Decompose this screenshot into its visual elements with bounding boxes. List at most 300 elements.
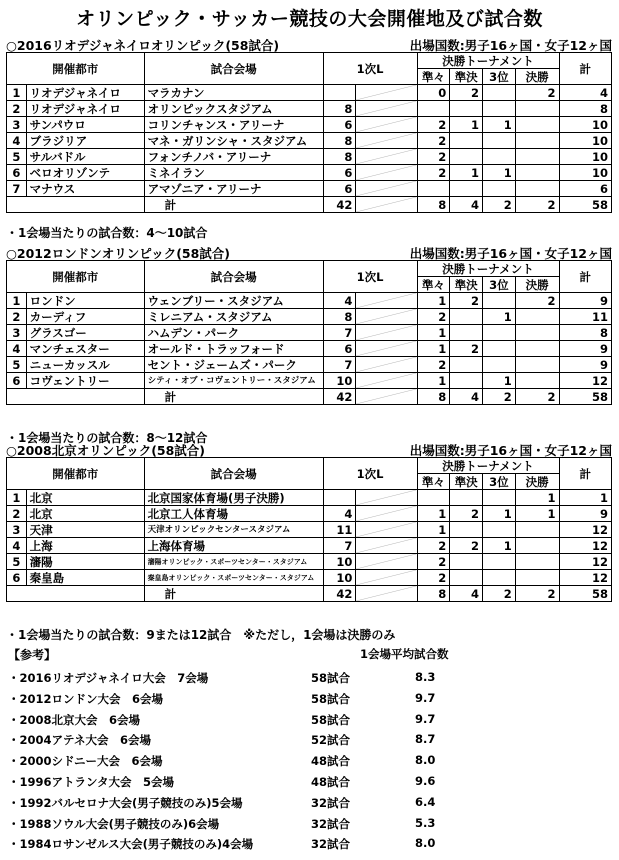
first-round-count: 11 — [323, 522, 356, 538]
third-count — [483, 522, 516, 538]
first-round-count: 8 — [323, 149, 356, 165]
final-count — [515, 341, 559, 357]
venue-table — [6, 52, 612, 213]
third-count — [483, 293, 516, 309]
sum-qf: 8 — [417, 197, 450, 213]
total-count: 1 — [559, 490, 612, 506]
diagonal-cell — [356, 85, 417, 101]
total-count: 8 — [559, 325, 612, 341]
third-count: 1 — [483, 506, 516, 522]
reference-games-label: ・1992バルセロナ大会(男子競技のみ)5会場 — [8, 795, 243, 810]
venue-name: オリンピックスタジアム — [144, 101, 323, 117]
header-third: 3位 — [483, 277, 516, 293]
diagonal-cell — [356, 325, 417, 341]
qf-count: 2 — [417, 117, 450, 133]
sum-row — [7, 389, 612, 405]
third-count: 1 — [483, 309, 516, 325]
diagonal-cell — [356, 538, 417, 554]
sum-row — [7, 586, 612, 602]
host-city: サルバドル — [26, 149, 144, 165]
sum-third: 2 — [483, 389, 516, 405]
sum-blank — [7, 389, 145, 405]
header-final: 決勝 — [515, 474, 559, 490]
header-third: 3位 — [483, 474, 516, 490]
sum-blank — [7, 197, 145, 213]
host-city: リオデジャネイロ — [26, 101, 144, 117]
sf-count — [450, 325, 483, 341]
section-title: ○2016リオデジャネイロオリンピック(58試合) — [6, 38, 280, 53]
row-number: 6 — [7, 570, 27, 586]
table-row — [7, 85, 612, 101]
final-count — [515, 570, 559, 586]
sf-count — [450, 357, 483, 373]
section-note: ・1会場当たりの試合数：8～12試合 — [6, 431, 208, 445]
total-count: 6 — [559, 181, 612, 197]
venue-name: ハムデン・パーク — [144, 325, 323, 341]
reference-games-label: ・2000シドニー大会 6会場 — [8, 754, 163, 769]
reference-match-count: 32試合 — [311, 795, 351, 810]
reference-row — [8, 670, 608, 688]
host-city: ブラジリア — [26, 133, 144, 149]
table-row — [7, 357, 612, 373]
total-count: 8 — [559, 101, 612, 117]
reference-games-label: ・2004アテネ大会 6会場 — [8, 733, 152, 748]
reference-average: 8.7 — [415, 732, 436, 747]
final-count — [515, 309, 559, 325]
host-city: コヴェントリー — [26, 373, 144, 389]
first-round-count: 8 — [323, 101, 356, 117]
third-count — [483, 341, 516, 357]
qf-count: 1 — [417, 506, 450, 522]
reference-average: 8.3 — [415, 670, 436, 684]
table-row — [7, 570, 612, 586]
host-city: カーディフ — [26, 309, 144, 325]
venue-name: 北京工人体育場 — [144, 506, 323, 522]
table-row — [7, 101, 612, 117]
final-count: 2 — [515, 293, 559, 309]
final-count — [515, 522, 559, 538]
header-sf: 準決 — [450, 277, 483, 293]
sf-count — [450, 309, 483, 325]
first-round-count: 6 — [323, 165, 356, 181]
final-count: 2 — [515, 85, 559, 101]
first-round-count: 7 — [323, 325, 356, 341]
third-count — [483, 570, 516, 586]
venue-name: 北京国家体育場(男子決勝) — [144, 490, 323, 506]
row-number: 2 — [7, 101, 27, 117]
host-city: 上海 — [26, 538, 144, 554]
third-count — [483, 133, 516, 149]
total-count: 12 — [559, 570, 612, 586]
reference-match-count: 58試合 — [311, 691, 351, 706]
header-final-tournament: 決勝トーナメント — [417, 458, 559, 474]
table-row — [7, 117, 612, 133]
venue-name: マラカナン — [144, 85, 323, 101]
first-round-count: 7 — [323, 538, 356, 554]
table-header-row — [7, 458, 612, 474]
reference-match-count: 58試合 — [311, 671, 351, 685]
qf-count: 2 — [417, 554, 450, 570]
row-number: 1 — [7, 490, 27, 506]
row-number: 1 — [7, 85, 27, 101]
first-round-count — [323, 85, 356, 101]
sum-total: 58 — [559, 586, 612, 602]
venue-table — [6, 457, 612, 602]
section-title: ○2012ロンドンオリンピック(58試合) — [6, 246, 231, 261]
qf-count — [417, 490, 450, 506]
sf-count — [450, 133, 483, 149]
sf-count — [450, 490, 483, 506]
diagonal-cell — [356, 181, 417, 197]
diagonal-cell — [356, 165, 417, 181]
host-city: ニューカッスル — [26, 357, 144, 373]
venue-name: アマゾニア・アリーナ — [144, 181, 323, 197]
first-round-count: 10 — [323, 373, 356, 389]
diagonal-cell — [356, 490, 417, 506]
reference-row — [8, 732, 608, 750]
diagonal-cell — [356, 389, 417, 405]
header-first-round: 1次L — [323, 261, 417, 293]
header-first-round: 1次L — [323, 53, 417, 85]
sum-qf: 8 — [417, 586, 450, 602]
venue-name: 秦皇島オリンピック・スポーツセンター・スタジアム — [144, 570, 323, 586]
third-count — [483, 325, 516, 341]
sf-count: 2 — [450, 341, 483, 357]
host-city: ロンドン — [26, 293, 144, 309]
reference-row — [8, 691, 608, 709]
third-count: 1 — [483, 117, 516, 133]
header-first-round: 1次L — [323, 458, 417, 490]
reference-row — [8, 836, 608, 854]
header-qf: 準々 — [417, 69, 450, 85]
reference-games-label: ・2008北京大会 6会場 — [8, 712, 141, 727]
sum-blank — [7, 586, 145, 602]
first-round-count: 6 — [323, 117, 356, 133]
section-country-count: 出場国数:男子16ヶ国・女子12ヶ国 — [409, 38, 612, 53]
header-venue: 試合会場 — [144, 53, 323, 85]
host-city: マナウス — [26, 181, 144, 197]
diagonal-cell — [356, 506, 417, 522]
header-qf: 準々 — [417, 277, 450, 293]
table-row — [7, 133, 612, 149]
table-row — [7, 506, 612, 522]
header-final: 決勝 — [515, 277, 559, 293]
total-count: 9 — [559, 341, 612, 357]
table-header-row — [7, 53, 612, 69]
row-number: 4 — [7, 133, 27, 149]
sf-count — [450, 181, 483, 197]
diagonal-cell — [356, 373, 417, 389]
table-row — [7, 522, 612, 538]
host-city: リオデジャネイロ — [26, 85, 144, 101]
row-number: 6 — [7, 165, 27, 181]
row-number: 5 — [7, 149, 27, 165]
first-round-count: 4 — [323, 506, 356, 522]
sum-label: 計 — [144, 389, 323, 405]
header-sf: 準決 — [450, 69, 483, 85]
qf-count: 2 — [417, 165, 450, 181]
reference-average: 9.6 — [415, 774, 436, 788]
sum-first-round: 42 — [323, 586, 356, 602]
header-final-tournament: 決勝トーナメント — [417, 261, 559, 277]
reference-row — [8, 712, 608, 730]
table-row — [7, 309, 612, 325]
sf-count: 1 — [450, 117, 483, 133]
first-round-count: 7 — [323, 357, 356, 373]
first-round-count: 4 — [323, 293, 356, 309]
sum-qf: 8 — [417, 389, 450, 405]
section-title: ○2008北京オリンピック(58試合) — [6, 443, 206, 458]
row-number: 3 — [7, 522, 27, 538]
table-row — [7, 165, 612, 181]
final-count — [515, 133, 559, 149]
header-city: 開催都市 — [7, 458, 145, 490]
row-number: 3 — [7, 325, 27, 341]
reference-match-count: 58試合 — [311, 712, 351, 727]
qf-count: 2 — [417, 357, 450, 373]
header-final: 決勝 — [515, 69, 559, 85]
final-count — [515, 101, 559, 117]
host-city: グラスゴー — [26, 325, 144, 341]
reference-row — [8, 753, 608, 771]
reference-average: 6.4 — [415, 794, 436, 809]
venue-name: オールド・トラッフォード — [144, 341, 323, 357]
header-qf: 準々 — [417, 474, 450, 490]
row-number: 1 — [7, 293, 27, 309]
header-venue: 試合会場 — [144, 261, 323, 293]
diagonal-cell — [356, 554, 417, 570]
sum-sf: 4 — [450, 586, 483, 602]
sf-count: 2 — [450, 538, 483, 554]
row-number: 5 — [7, 357, 27, 373]
table-row — [7, 554, 612, 570]
third-count — [483, 554, 516, 570]
sf-count: 1 — [450, 165, 483, 181]
diagonal-cell — [356, 117, 417, 133]
total-count: 9 — [559, 293, 612, 309]
first-round-count: 10 — [323, 570, 356, 586]
venue-name: 瀋陽オリンピック・スポーツセンター・スタジアム — [144, 554, 323, 570]
total-count: 9 — [559, 506, 612, 522]
venue-name: セント・ジェームズ・パーク — [144, 357, 323, 373]
diagonal-cell — [356, 101, 417, 117]
venue-name: マネ・ガリンシャ・スタジアム — [144, 133, 323, 149]
first-round-count: 6 — [323, 341, 356, 357]
reference-match-count: 52試合 — [311, 733, 351, 748]
sf-count: 2 — [450, 85, 483, 101]
sum-third: 2 — [483, 586, 516, 602]
host-city: サンパウロ — [26, 117, 144, 133]
row-number: 4 — [7, 341, 27, 357]
qf-count: 0 — [417, 85, 450, 101]
sum-label: 計 — [144, 197, 323, 213]
venue-name: フォンチノバ・アリーナ — [144, 149, 323, 165]
sf-count: 2 — [450, 506, 483, 522]
row-number: 2 — [7, 506, 27, 522]
venue-name: 上海体育場 — [144, 538, 323, 554]
third-count: 1 — [483, 538, 516, 554]
third-count — [483, 181, 516, 197]
venue-name: 天津オリンピックセンタースタジアム — [144, 522, 323, 538]
table-row — [7, 490, 612, 506]
reference-average: 8.0 — [415, 753, 436, 768]
reference-games-label: ・1996アトランタ大会 5会場 — [8, 775, 175, 789]
sum-final: 2 — [515, 389, 559, 405]
table-row — [7, 538, 612, 554]
reference-match-count: 32試合 — [311, 816, 351, 831]
sum-first-round: 42 — [323, 197, 356, 213]
reference-games-label: ・2016リオデジャネイロ大会 7会場 — [8, 671, 209, 685]
sum-third: 2 — [483, 197, 516, 213]
final-count — [515, 181, 559, 197]
qf-count: 2 — [417, 149, 450, 165]
reference-average: 9.7 — [415, 711, 436, 726]
reference-games-label: ・1988ソウル大会(男子競技のみ)6会場 — [8, 816, 220, 831]
first-round-count: 6 — [323, 181, 356, 197]
sum-sf: 4 — [450, 389, 483, 405]
final-count — [515, 554, 559, 570]
table-row — [7, 181, 612, 197]
header-sf: 準決 — [450, 474, 483, 490]
section-note: ・1会場当たりの試合数：9または12試合 ※ただし，1会場は決勝のみ — [6, 628, 396, 642]
diagonal-cell — [356, 309, 417, 325]
venue-table — [6, 260, 612, 405]
header-total: 計 — [559, 53, 612, 85]
row-number: 3 — [7, 117, 27, 133]
qf-count — [417, 181, 450, 197]
total-count: 10 — [559, 165, 612, 181]
reference-match-count: 48試合 — [311, 754, 351, 769]
total-count: 4 — [559, 85, 612, 101]
first-round-count: 10 — [323, 554, 356, 570]
total-count: 11 — [559, 309, 612, 325]
third-count — [483, 149, 516, 165]
qf-count: 2 — [417, 133, 450, 149]
section-country-count: 出場国数:男子16ヶ国・女子12ヶ国 — [409, 246, 612, 261]
sum-total: 58 — [559, 389, 612, 405]
total-count: 9 — [559, 357, 612, 373]
final-count — [515, 165, 559, 181]
qf-count: 2 — [417, 309, 450, 325]
table-row — [7, 293, 612, 309]
qf-count: 1 — [417, 325, 450, 341]
qf-count: 1 — [417, 341, 450, 357]
table-row — [7, 373, 612, 389]
final-count: 1 — [515, 506, 559, 522]
reference-match-count: 32試合 — [311, 837, 351, 852]
host-city: ベロオリゾンテ — [26, 165, 144, 181]
third-count: 1 — [483, 165, 516, 181]
total-count: 12 — [559, 554, 612, 570]
reference-avg-label: 1会場平均試合数 — [360, 647, 449, 661]
final-count — [515, 373, 559, 389]
host-city: 瀋陽 — [26, 554, 144, 570]
final-count — [515, 325, 559, 341]
sum-total: 58 — [559, 197, 612, 213]
diagonal-cell — [356, 357, 417, 373]
reference-average: 5.3 — [415, 815, 436, 830]
host-city: 北京 — [26, 490, 144, 506]
final-count: 1 — [515, 490, 559, 506]
reference-row — [8, 795, 608, 813]
qf-count: 1 — [417, 522, 450, 538]
reference-games-label: ・1984ロサンゼルス大会(男子競技のみ)4会場 — [8, 837, 254, 852]
sum-row — [7, 197, 612, 213]
qf-count: 1 — [417, 293, 450, 309]
diagonal-cell — [356, 293, 417, 309]
header-total: 計 — [559, 261, 612, 293]
row-number: 6 — [7, 373, 27, 389]
reference-row — [8, 816, 608, 834]
sf-count — [450, 570, 483, 586]
host-city: 秦皇島 — [26, 570, 144, 586]
sum-label: 計 — [144, 586, 323, 602]
first-round-count: 8 — [323, 309, 356, 325]
total-count: 12 — [559, 538, 612, 554]
header-venue: 試合会場 — [144, 458, 323, 490]
venue-name: シティ・オブ・コヴェントリー・スタジアム — [144, 373, 323, 389]
reference-heading: 【参考】 — [8, 648, 57, 662]
reference-average: 8.0 — [415, 836, 436, 851]
header-total: 計 — [559, 458, 612, 490]
final-count — [515, 538, 559, 554]
final-count — [515, 149, 559, 165]
reference-row — [8, 774, 608, 792]
sum-sf: 4 — [450, 197, 483, 213]
first-round-count — [323, 490, 356, 506]
total-count: 12 — [559, 522, 612, 538]
page-title: オリンピック・サッカー競技の大会開催地及び試合数 — [76, 8, 543, 30]
final-count — [515, 357, 559, 373]
venue-name: コリンチャンス・アリーナ — [144, 117, 323, 133]
host-city: マンチェスター — [26, 341, 144, 357]
diagonal-cell — [356, 586, 417, 602]
diagonal-cell — [356, 133, 417, 149]
row-number: 5 — [7, 554, 27, 570]
total-count: 10 — [559, 149, 612, 165]
header-third: 3位 — [483, 69, 516, 85]
row-number: 2 — [7, 309, 27, 325]
sf-count — [450, 554, 483, 570]
qf-count — [417, 101, 450, 117]
third-count — [483, 490, 516, 506]
sum-first-round: 42 — [323, 389, 356, 405]
total-count: 10 — [559, 133, 612, 149]
header-city: 開催都市 — [7, 261, 145, 293]
reference-games-label: ・2012ロンドン大会 6会場 — [8, 691, 164, 706]
table-row — [7, 325, 612, 341]
diagonal-cell — [356, 149, 417, 165]
sf-count: 2 — [450, 293, 483, 309]
venue-name: ミネイラン — [144, 165, 323, 181]
sf-count — [450, 522, 483, 538]
diagonal-cell — [356, 197, 417, 213]
reference-average: 9.7 — [415, 690, 436, 705]
sum-final: 2 — [515, 197, 559, 213]
qf-count: 2 — [417, 570, 450, 586]
third-count — [483, 101, 516, 117]
reference-match-count: 48試合 — [311, 775, 351, 789]
host-city: 天津 — [26, 522, 144, 538]
third-count — [483, 85, 516, 101]
qf-count: 2 — [417, 538, 450, 554]
table-row — [7, 149, 612, 165]
row-number: 7 — [7, 181, 27, 197]
sum-final: 2 — [515, 586, 559, 602]
third-count: 1 — [483, 373, 516, 389]
third-count — [483, 357, 516, 373]
table-header-row — [7, 261, 612, 277]
